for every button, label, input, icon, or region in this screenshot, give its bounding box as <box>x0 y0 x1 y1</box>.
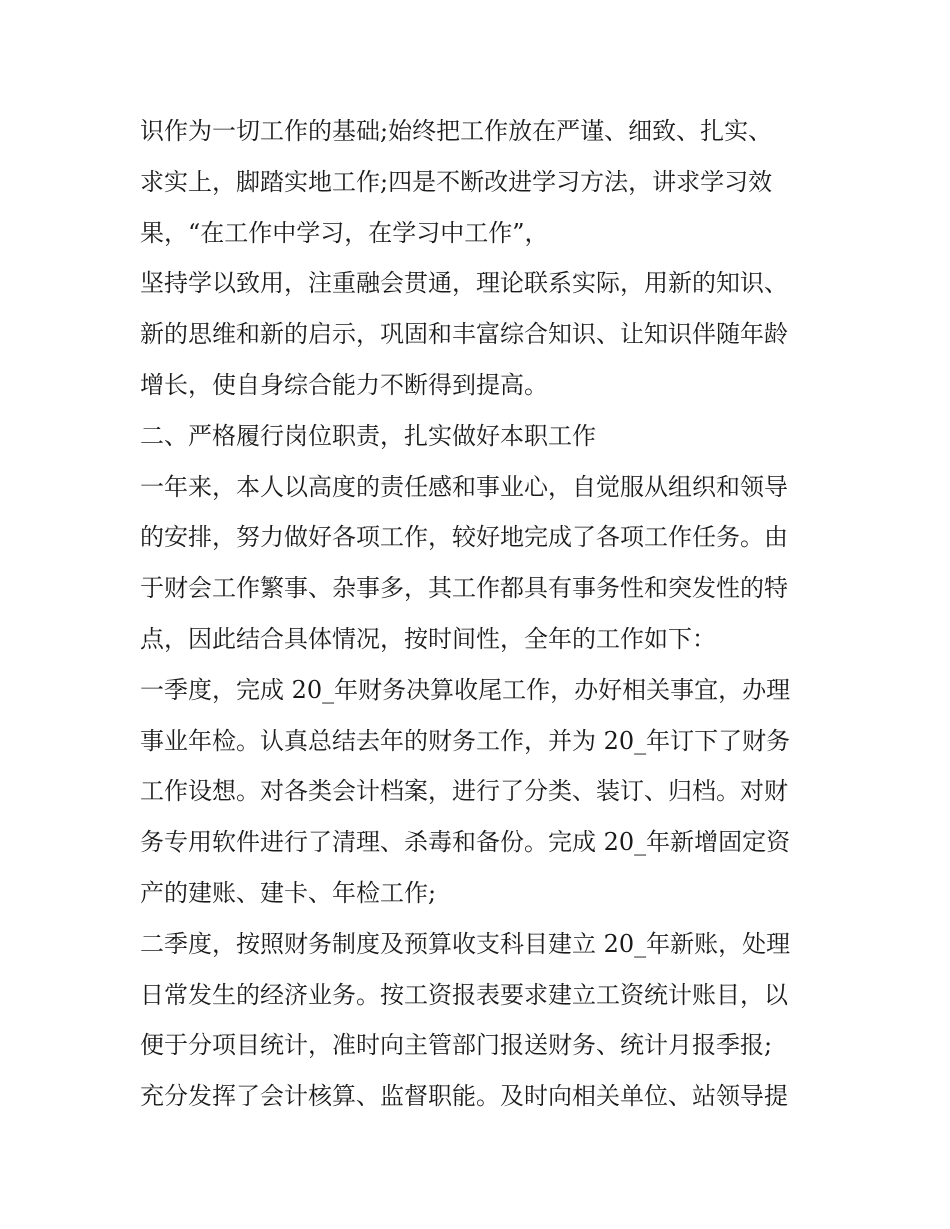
text-line: 工作设想。对各类会计档案，进行了分类、装订、归档。对财 <box>140 777 788 806</box>
text-line: 于财会工作繁事、杂事多，其工作都具有事务性和突发性的特 <box>140 574 788 603</box>
text-line: 求实上，脚踏实地工作;四是不断改进学习方法，讲求学习效 <box>140 167 773 196</box>
text-line: 坚持学以致用，注重融会贯通，理论联系实际，用新的知识、 <box>140 269 788 298</box>
text-line: 一季度，完成 20_年财务决算收尾工作，办好相关事宜，办理 <box>140 675 791 704</box>
text-line: 事业年检。认真总结去年的财务工作，并为 20_年订下了财务 <box>140 726 791 755</box>
text-line: 一年来，本人以高度的责任感和事业心，自觉服从组织和领导 <box>140 472 788 501</box>
text-line: 新的思维和新的启示，巩固和丰富综合知识、让知识伴随年龄 <box>140 320 788 349</box>
text-line: 充分发挥了会计核算、监督职能。及时向相关单位、站领导提 <box>140 1082 788 1111</box>
text-line: 点，因此结合具体情况，按时间性，全年的工作如下： <box>140 624 716 653</box>
text-line: 的安排，努力做好各项工作，较好地完成了各项工作任务。由 <box>140 523 788 552</box>
text-line: 果，“在工作中学习，在学习中工作”， <box>140 218 549 247</box>
text-line: 产的建账、建卡、年检工作; <box>140 878 437 907</box>
text-line: 二季度，按照财务制度及预算收支科目建立 20_年新账，处理 <box>140 929 791 958</box>
text-line: 日常发生的经济业务。按工资报表要求建立工资统计账目，以 <box>140 980 788 1009</box>
section-heading: 二、严格履行岗位职责，扎实做好本职工作 <box>140 421 596 450</box>
text-line: 务专用软件进行了清理、杀毒和备份。完成 20_年新增固定资 <box>140 828 791 857</box>
document-body <box>140 106 820 1122</box>
text-line: 便于分项目统计，准时向主管部门报送财务、统计月报季报; <box>140 1031 773 1060</box>
text-line: 增长，使自身综合能力不断得到提高。 <box>140 370 548 399</box>
text-line: 识作为一切工作的基础;始终把工作放在严谨、细致、扎实、 <box>140 117 773 145</box>
